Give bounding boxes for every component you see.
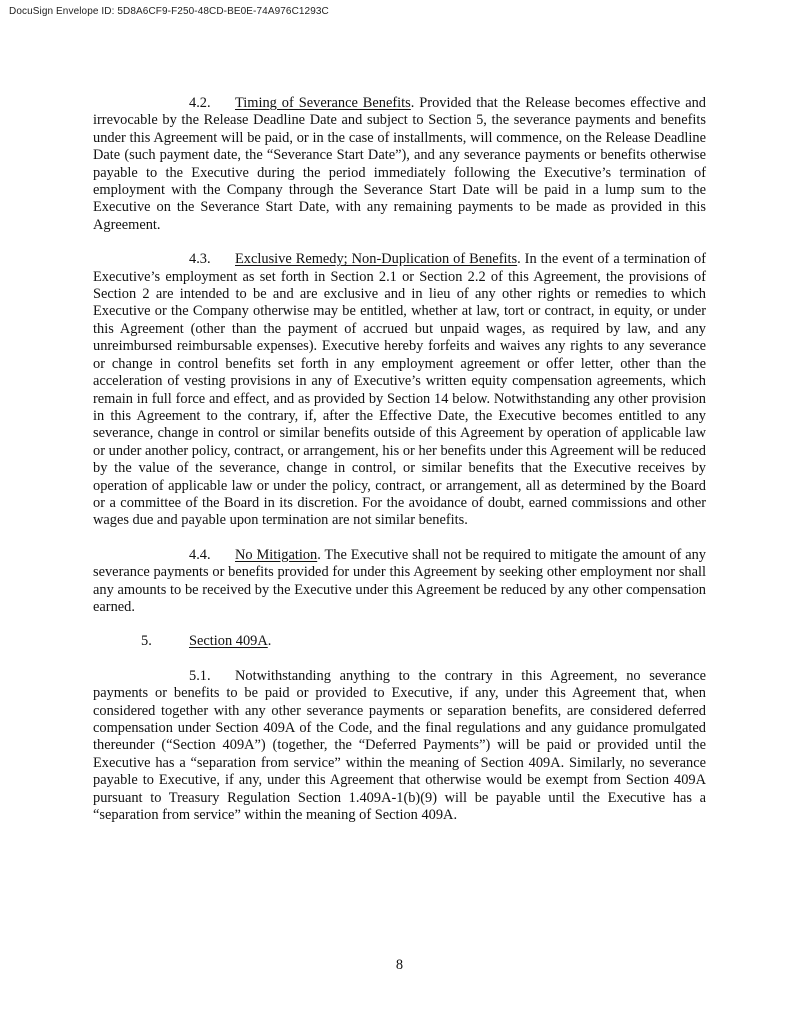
section-text: . The Executive shall not be required to mitigate the amount of any severance payments or benefits provided for under this Agreement by seeking other employment nor shall any amounts to be received by the Executive under this Agreement be reduced by any other compensation earned. — [93, 546, 706, 615]
document-body — [93, 95, 706, 841]
section-5-1 — [93, 668, 706, 825]
section-heading: No Mitigation — [235, 546, 318, 563]
section-text: Notwithstanding anything to the contrary in this Agreement, no severance payments or benefits to be paid or provided to Executive, if any, under this Agreement that, when considered together with any other severance payments or separation benefits, are considered deferred compensation under Section 409A of the Code, and the final regulations and any guidance promulgated thereunder (“Section 409A”) (together, the “Deferred Payments”) will be paid or provided until the Executive has a “separation from service” within the meaning of Section 409A. Similarly, no severance payable to Executive, if any, under this Agreement that otherwise would be exempt from Section 409A pursuant to Treasury Regulation Section 1.409A-1(b)(9) will be payable until the Executive has a “separation from service” within the meaning of Section 409A. — [93, 667, 706, 824]
section-heading: Exclusive Remedy; Non-Duplication of Benefits — [235, 251, 518, 268]
section-4-3 — [93, 251, 706, 530]
section-heading: Timing of Severance Benefits — [235, 95, 411, 111]
section-number: 5.1. — [189, 667, 211, 684]
docusign-envelope-id: DocuSign Envelope ID: 5D8A6CF9-F250-48CD-BE0E-74A976C1293C — [9, 6, 329, 17]
section-number: 4.2. — [189, 95, 211, 111]
page-number: 8 — [395, 957, 404, 973]
section-4-4 — [93, 547, 706, 617]
section-number: 4.3. — [189, 251, 211, 268]
section-4-2 — [93, 95, 706, 234]
section-5-heading — [93, 633, 706, 650]
section-number: 4.4. — [189, 546, 211, 563]
section-heading: Section 409A — [189, 633, 268, 650]
section-heading-suffix: . — [267, 633, 272, 650]
section-text: . In the event of a termination of Executive’s employment as set forth in Section 2.1 or Section 2.2 of this Agreement, the provisions of Section 2 are intended to be and are exclusive and in lieu of any other rights or remedies to which Executive or the Company otherwise may be entitled, whether at law, tort or contract, in equity, or under this Agreement (other than the payment of accrued but unpaid wages, as required by law, and any unreimbursed reimbursable expenses). Executive hereby forfeits and waives any rights to any severance or change in control benefits set forth in any employment agreement or offer letter, other than the acceleration of vesting provisions in any of Executive’s written equity compensation agreements, which remain in full force and effect, and as provided by Section 14 below. Notwithstanding any other provision in this Agreement to the contrary, if, after the Effective Date, the Executive becomes entitled to any severance, change in control or similar benefits outside of this Agreement by operation of applicable law or under another policy, contract, or arrangement, his or her benefits under this Agreement will be reduced by the value of the severance, change in control, or similar benefits that the Executive receives by operation of applicable law or under the policy, contract, or arrangement, all as determined by the Board or a committee of the Board in its discretion. For the avoidance of doubt, earned commissions and other wages due and payable upon termination are not similar benefits. — [93, 251, 706, 529]
section-text: . Provided that the Release becomes effective and irrevocable by the Release Deadline Date and subject to Section 5, the severance payments and benefits under this Agreement will be paid, or in the case of installments, will commence, on the Release Deadline Date (such payment date, the “Severance Start Date”), and any severance payments or benefits otherwise payable to the Executive during the period immediately following the Executive’s termination of employment with the Company through the Severance Start Date will be paid in a lump sum to the Executive on the Severance Start Date, with any remaining payments to be made as provided in this Agreement. — [93, 95, 706, 233]
section-number: 5. — [141, 633, 152, 650]
